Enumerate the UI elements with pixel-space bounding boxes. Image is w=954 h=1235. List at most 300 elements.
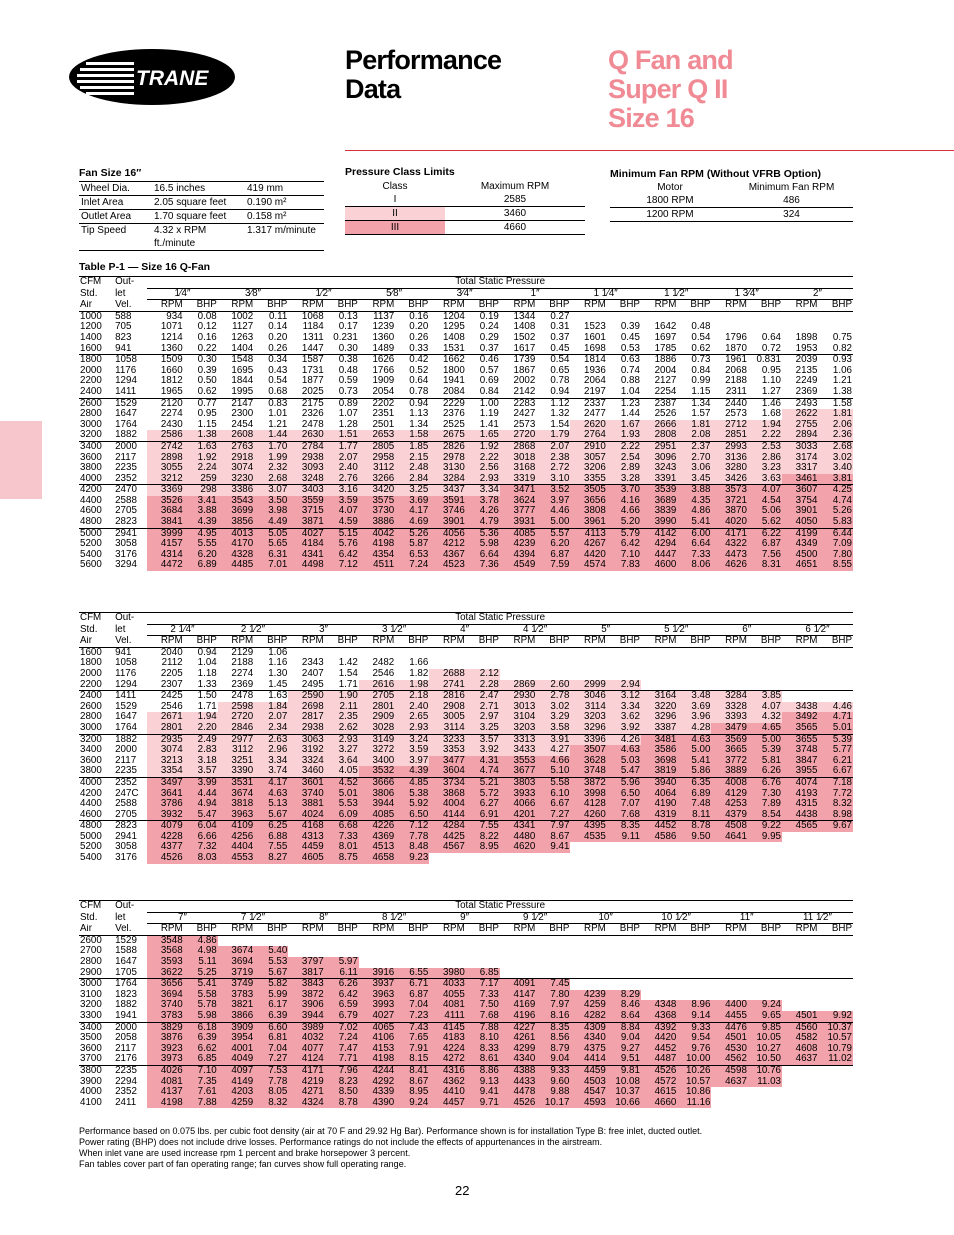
rpm-cell: 4272 bbox=[429, 1054, 465, 1065]
bhp-cell: 1.51 bbox=[325, 430, 359, 441]
rpm-cell: 3230 bbox=[218, 474, 254, 485]
rpm-cell: 4420 bbox=[570, 550, 606, 561]
bhp-cell: 0.13 bbox=[338, 311, 358, 322]
rpm-cell: 3324 bbox=[288, 756, 324, 767]
bhp-cell: 6.35 bbox=[677, 777, 711, 788]
rpm-cell: 4113 bbox=[570, 528, 606, 539]
bhp-cell: 4.32 bbox=[748, 712, 782, 723]
rpm-cell: 3046 bbox=[570, 691, 606, 702]
header-row-1 bbox=[79, 277, 853, 289]
bhp-cell: 0.38 bbox=[325, 355, 359, 366]
bhp-cell bbox=[748, 853, 782, 864]
velocity-cell: 1764 bbox=[115, 722, 137, 733]
rpm-cell bbox=[500, 658, 536, 669]
bhp-cell: 1.71 bbox=[338, 679, 358, 690]
bhp-cell: 1.04 bbox=[620, 386, 640, 397]
rpm-cell: 4620 bbox=[500, 842, 536, 853]
bhp-cell bbox=[818, 853, 853, 864]
rpm-cell: 3989 bbox=[288, 1022, 324, 1033]
rpm-cell: 4480 bbox=[500, 832, 536, 843]
rpm-cell: 4340 bbox=[500, 1054, 536, 1065]
table-row bbox=[79, 376, 853, 387]
bhp-cell bbox=[677, 979, 711, 990]
table-row bbox=[79, 560, 853, 571]
cfm-cell: 3600 bbox=[80, 755, 102, 766]
rpm-header: RPM bbox=[359, 924, 395, 936]
cfm-cell: 2700 bbox=[80, 946, 102, 957]
bhp-cell bbox=[607, 853, 641, 864]
cfm-cell: 3500 bbox=[80, 1033, 102, 1044]
rpm-cell: 1800 bbox=[442, 365, 465, 376]
bhp-cell: 7.68 bbox=[466, 1011, 500, 1022]
bhp-cell: 8.48 bbox=[395, 842, 429, 853]
bhp-header: BHP bbox=[818, 300, 853, 312]
rpm-cell: 4271 bbox=[288, 1087, 324, 1098]
rpm-cell: 4549 bbox=[500, 560, 536, 571]
velocity-cell: 1882 bbox=[115, 430, 137, 441]
rpm-cell bbox=[711, 957, 747, 968]
bhp-cell: 6.88 bbox=[254, 832, 288, 843]
rpm-cell: 4498 bbox=[288, 560, 324, 571]
rpm-cell: 3797 bbox=[288, 957, 324, 968]
rpm-cell: 4375 bbox=[570, 1044, 606, 1055]
bhp-cell bbox=[536, 658, 570, 669]
bhp-cell: 1.12 bbox=[536, 398, 570, 409]
rpm-cell: 1766 bbox=[372, 365, 395, 376]
rpm-cell: 2653 bbox=[359, 430, 395, 441]
bhp-cell: 3.06 bbox=[677, 463, 711, 474]
bhp-cell: 8.95 bbox=[395, 1087, 429, 1098]
bhp-cell: 8.96 bbox=[677, 1000, 711, 1011]
rpm-cell: 1531 bbox=[442, 343, 465, 354]
bhp-cell: 3.97 bbox=[536, 496, 570, 507]
bhp-cell: 2.68 bbox=[254, 474, 288, 485]
bhp-cell: 7.12 bbox=[395, 821, 429, 832]
velocity-cell: 823 bbox=[115, 332, 132, 343]
bhp-cell: 1.21 bbox=[832, 376, 852, 387]
rpm-cell: 4091 bbox=[500, 979, 536, 990]
rpm-cell: 3130 bbox=[429, 463, 465, 474]
rpm-cell: 4414 bbox=[570, 1054, 606, 1065]
rpm-cell: 2147 bbox=[218, 398, 254, 409]
rpm-cell: 3963 bbox=[359, 990, 395, 1001]
rpm-cell: 3355 bbox=[570, 474, 606, 485]
bhp-cell: 5.03 bbox=[607, 756, 641, 767]
bhp-cell: 1.28 bbox=[338, 419, 358, 430]
rpm-cell: 3665 bbox=[711, 745, 747, 756]
bhp-cell: 7.55 bbox=[466, 821, 500, 832]
bhp-cell: 0.88 bbox=[620, 376, 640, 387]
bhp-cell bbox=[818, 946, 853, 957]
rpm-cell: 1408 bbox=[513, 322, 536, 333]
rpm-cell: 3803 bbox=[500, 777, 536, 788]
rpm-cell: 1360 bbox=[160, 343, 183, 354]
rpm-cell: 4369 bbox=[359, 832, 395, 843]
rpm-cell: 3906 bbox=[288, 1000, 324, 1011]
pressure-class-name: I bbox=[345, 193, 445, 207]
rpm-cell: 2616 bbox=[359, 680, 395, 691]
rpm-cell: 2112 bbox=[161, 658, 183, 669]
bhp-cell: 2.38 bbox=[536, 453, 570, 464]
bhp-cell: 6.09 bbox=[325, 810, 359, 821]
bhp-cell: 6.17 bbox=[254, 1000, 288, 1011]
bhp-cell bbox=[748, 322, 782, 333]
bhp-cell: 8.67 bbox=[395, 1077, 429, 1088]
bhp-cell: 7.32 bbox=[184, 842, 218, 853]
rpm-cell: 3505 bbox=[570, 485, 606, 496]
bhp-cell: 1.15 bbox=[197, 419, 217, 430]
rpm-cell: 3868 bbox=[429, 789, 465, 800]
bhp-cell: 4.31 bbox=[466, 756, 500, 767]
pressure-header: 9″ bbox=[429, 912, 500, 924]
rpm-header: RPM bbox=[288, 636, 324, 648]
bhp-cell: 5.11 bbox=[184, 957, 218, 968]
bhp-cell: 2.28 bbox=[466, 680, 500, 691]
velocity-cell: 1411 bbox=[114, 691, 147, 702]
cfm-cell: 2400 bbox=[80, 386, 102, 397]
bhp-cell: 0.57 bbox=[479, 365, 499, 376]
bhp-cell: 1.42 bbox=[338, 658, 358, 669]
rpm-cell: 3684 bbox=[147, 506, 183, 517]
rpm-cell bbox=[782, 957, 818, 968]
bhp-cell: 7.55 bbox=[254, 842, 288, 853]
velocity-cell: 1176 bbox=[115, 668, 137, 679]
bhp-cell: 0.54 bbox=[536, 355, 570, 366]
rpm-cell: 1263 bbox=[231, 332, 254, 343]
rpm-cell: 4379 bbox=[711, 810, 747, 821]
rpm-cell: 3839 bbox=[641, 506, 677, 517]
rpm-cell: 3932 bbox=[147, 810, 183, 821]
cfm-cell: 1000 bbox=[80, 311, 102, 322]
bhp-cell: 0.37 bbox=[479, 343, 499, 354]
bhp-cell: 0.831 bbox=[748, 355, 782, 366]
rpm-cell: 4487 bbox=[641, 1054, 677, 1065]
bhp-cell bbox=[677, 658, 711, 669]
rpm-cell bbox=[641, 990, 677, 1001]
rpm-cell: 2274 bbox=[231, 668, 254, 679]
rpm-cell: 4147 bbox=[500, 990, 536, 1001]
rpm-cell bbox=[429, 853, 465, 864]
rpm-cell bbox=[782, 1065, 818, 1076]
rpm-cell: 2120 bbox=[147, 398, 183, 409]
rpm-cell: 3772 bbox=[711, 756, 747, 767]
bhp-header: BHP bbox=[466, 636, 500, 648]
bhp-cell: 9.33 bbox=[536, 1065, 570, 1076]
rpm-cell: 2720 bbox=[500, 430, 536, 441]
table-row bbox=[79, 311, 853, 322]
rpm-cell bbox=[429, 935, 465, 946]
bhp-cell: 2.76 bbox=[325, 474, 359, 485]
bhp-cell: 1.32 bbox=[550, 409, 570, 420]
rpm-cell: 4658 bbox=[359, 853, 395, 864]
rpm-cell: 3403 bbox=[288, 485, 324, 496]
rpm-cell: 3568 bbox=[147, 946, 183, 957]
rpm-cell: 4228 bbox=[147, 832, 183, 843]
rpm-cell: 3901 bbox=[782, 506, 818, 517]
rpm-cell: 3055 bbox=[147, 463, 183, 474]
rpm-cell bbox=[359, 957, 395, 968]
rpm-cell: 2801 bbox=[359, 702, 395, 713]
cfm-cell: 1400 bbox=[80, 332, 102, 343]
rpm-cell: 4535 bbox=[570, 832, 606, 843]
rpm-cell: 2142 bbox=[513, 386, 536, 397]
cfm-cell: 2200 bbox=[80, 376, 102, 387]
velocity-cell: 2117 bbox=[115, 1043, 137, 1054]
rpm-cell: 3698 bbox=[641, 756, 677, 767]
rpm-cell: 3248 bbox=[288, 474, 324, 485]
bhp-cell: 10.79 bbox=[818, 1044, 853, 1055]
rpm-cell bbox=[641, 957, 677, 968]
bhp-cell: 5.41 bbox=[184, 979, 218, 990]
rpm-cell: 3641 bbox=[147, 789, 183, 800]
rpm-cell: 4452 bbox=[641, 1044, 677, 1055]
rpm-cell: 3746 bbox=[429, 506, 465, 517]
bhp-cell: 6.42 bbox=[325, 550, 359, 561]
bhp-cell: 5.47 bbox=[184, 810, 218, 821]
rpm-cell bbox=[711, 322, 747, 333]
pressure-header: 7″ bbox=[147, 912, 218, 924]
cfm-cell: 3300 bbox=[80, 1010, 102, 1021]
velocity-label: Vel. bbox=[114, 924, 147, 936]
rpm-cell: 1214 bbox=[160, 332, 183, 343]
rpm-header: RPM bbox=[641, 924, 677, 936]
rpm-cell: 4526 bbox=[147, 853, 183, 864]
rpm-cell: 4260 bbox=[570, 810, 606, 821]
bhp-cell bbox=[325, 647, 359, 658]
bhp-cell: 1.44 bbox=[254, 430, 288, 441]
bhp-cell bbox=[677, 669, 711, 680]
rpm-cell: 1404 bbox=[231, 343, 254, 354]
bhp-cell: 8.84 bbox=[607, 1022, 641, 1033]
rpm-cell bbox=[500, 853, 536, 864]
table-row bbox=[79, 409, 853, 420]
bhp-cell: 2.93 bbox=[395, 723, 429, 734]
cfm-cell: 3000 bbox=[79, 979, 114, 990]
rpm-cell: 3624 bbox=[500, 496, 536, 507]
bhp-cell: 10.05 bbox=[748, 1033, 782, 1044]
bhp-header: BHP bbox=[466, 300, 500, 312]
rpm-cell: 2894 bbox=[782, 430, 818, 441]
bhp-cell: 1.21 bbox=[268, 419, 288, 430]
rpm-cell: 4313 bbox=[288, 832, 324, 843]
bhp-cell: 1.94 bbox=[184, 712, 218, 723]
rpm-cell: 1731 bbox=[301, 365, 324, 376]
rpm-cell: 1886 bbox=[641, 355, 677, 366]
bhp-cell: 7.83 bbox=[607, 560, 641, 571]
bhp-cell bbox=[677, 647, 711, 658]
rpm-cell: 4137 bbox=[147, 1087, 183, 1098]
rpm-cell bbox=[359, 647, 395, 658]
footnote: Performance based on 0.075 lbs. per cubic foot density (air at 70 F and 29.92 Hg Bar). Performance shown is for installation Type B: free inlet, ducted outlet. bbox=[79, 1126, 703, 1136]
bhp-cell: 3.69 bbox=[395, 496, 429, 507]
pressure-header: 3⁄4″ bbox=[429, 288, 500, 300]
rpm-cell: 4199 bbox=[782, 528, 818, 539]
rpm-cell: 3818 bbox=[218, 799, 254, 810]
cfm-cell: 4200 bbox=[79, 485, 114, 496]
rpm-cell: 4530 bbox=[711, 1044, 747, 1055]
rpm-cell: 4157 bbox=[147, 539, 183, 550]
rpm-cell: 4641 bbox=[711, 832, 747, 843]
table-row bbox=[79, 766, 853, 777]
table-row bbox=[79, 366, 853, 377]
bhp-cell: 5.05 bbox=[254, 528, 288, 539]
rpm-cell: 3013 bbox=[500, 702, 536, 713]
rpm-cell: 3400 bbox=[359, 756, 395, 767]
bhp-cell: 6.22 bbox=[748, 528, 782, 539]
bhp-cell: 1.54 bbox=[550, 419, 570, 430]
table-row bbox=[79, 528, 853, 539]
table-row bbox=[79, 453, 853, 464]
rpm-cell: 4473 bbox=[711, 550, 747, 561]
rpm-cell: 4593 bbox=[570, 1098, 606, 1109]
rpm-cell: 3591 bbox=[429, 496, 465, 507]
bhp-cell bbox=[536, 853, 570, 864]
bhp-cell bbox=[818, 832, 853, 843]
table-row bbox=[79, 680, 853, 691]
rpm-cell: 4438 bbox=[782, 810, 818, 821]
rpm-cell bbox=[218, 935, 254, 946]
bhp-cell bbox=[748, 1098, 782, 1109]
rpm-cell: 1961 bbox=[711, 355, 747, 366]
velocity-cell: 1647 bbox=[115, 712, 137, 723]
rpm-cell bbox=[429, 647, 465, 658]
bhp-cell: 6.85 bbox=[466, 968, 500, 979]
bhp-cell: 6.91 bbox=[466, 810, 500, 821]
rpm-cell bbox=[782, 935, 818, 946]
bhp-cell: 0.53 bbox=[620, 343, 640, 354]
bhp-cell: 8.22 bbox=[466, 832, 500, 843]
bhp-cell: 8.75 bbox=[325, 853, 359, 864]
rpm-cell: 3573 bbox=[711, 485, 747, 496]
bhp-cell: 3.52 bbox=[536, 485, 570, 496]
rpm-cell: 2764 bbox=[570, 430, 606, 441]
bhp-cell: 5.00 bbox=[677, 745, 711, 756]
bhp-cell: 1.81 bbox=[677, 420, 711, 431]
bhp-cell: 10.57 bbox=[818, 1033, 853, 1044]
bhp-cell: 0.16 bbox=[409, 311, 429, 322]
rpm-cell: 4367 bbox=[429, 550, 465, 561]
bhp-cell: 7.30 bbox=[748, 789, 782, 800]
rpm-cell: 3063 bbox=[288, 734, 324, 745]
rpm-cell: 2808 bbox=[641, 430, 677, 441]
pressure-header: 6″ bbox=[711, 624, 782, 636]
bhp-cell: 6.66 bbox=[184, 832, 218, 843]
table-row bbox=[79, 658, 853, 669]
rpm-cell bbox=[359, 935, 395, 946]
fan-size-cell: 16.5 inches bbox=[154, 183, 206, 194]
bhp-cell bbox=[748, 311, 782, 322]
rpm-cell: 4339 bbox=[359, 1087, 395, 1098]
bhp-cell: 8.56 bbox=[536, 1033, 570, 1044]
rpm-header: RPM bbox=[429, 636, 465, 648]
pressure-class-title: Pressure Class Limits bbox=[345, 166, 455, 178]
rpm-cell: 3477 bbox=[429, 756, 465, 767]
bhp-cell: 5.86 bbox=[677, 766, 711, 777]
rpm-cell: 3808 bbox=[570, 506, 606, 517]
rpm-cell: 3872 bbox=[570, 777, 606, 788]
bhp-cell: 6.59 bbox=[325, 1000, 359, 1011]
bhp-cell: 3.07 bbox=[254, 485, 288, 496]
bhp-cell: 3.23 bbox=[748, 463, 782, 474]
pressure-header: 2 1⁄4″ bbox=[147, 624, 218, 636]
bhp-cell: 8.15 bbox=[395, 1054, 429, 1065]
cfm-cell: 5400 bbox=[80, 549, 102, 560]
bhp-cell: 5.26 bbox=[818, 506, 853, 517]
rpm-cell: 2816 bbox=[429, 691, 465, 702]
bhp-cell: 0.93 bbox=[818, 355, 853, 366]
bhp-cell: 0.78 bbox=[409, 386, 429, 397]
bhp-cell: 1.66 bbox=[409, 658, 429, 669]
bhp-cell: 8.27 bbox=[254, 853, 288, 864]
table-row bbox=[79, 1065, 853, 1076]
bhp-cell bbox=[536, 946, 570, 957]
rpm-cell: 2249 bbox=[795, 376, 818, 387]
table-row bbox=[79, 387, 853, 398]
rpm-cell: 4526 bbox=[500, 1098, 536, 1109]
bhp-cell: 0.39 bbox=[197, 365, 217, 376]
cfm-cell: 3000 bbox=[80, 419, 102, 430]
table-row bbox=[79, 691, 853, 702]
rpm-cell bbox=[500, 647, 536, 658]
bhp-cell: 2.34 bbox=[254, 723, 288, 734]
table-row bbox=[79, 789, 853, 800]
cfm-cell: 4200 bbox=[80, 788, 102, 799]
bhp-cell: 1.67 bbox=[607, 420, 641, 431]
bhp-cell: 0.12 bbox=[197, 322, 217, 333]
rpm-cell: 2040 bbox=[160, 647, 183, 658]
rpm-cell: 3353 bbox=[429, 745, 465, 756]
velocity-label: Vel. bbox=[114, 300, 147, 312]
rpm-cell: 4267 bbox=[570, 539, 606, 550]
bhp-cell: 7.89 bbox=[748, 799, 782, 810]
rpm-header: RPM bbox=[570, 924, 606, 936]
rpm-cell bbox=[711, 946, 747, 957]
bhp-cell: 4.54 bbox=[748, 496, 782, 507]
bhp-cell: 10.57 bbox=[677, 1077, 711, 1088]
rpm-cell bbox=[570, 842, 606, 853]
rpm-cell: 2526 bbox=[654, 409, 677, 420]
bhp-cell: 5.06 bbox=[748, 506, 782, 517]
rpm-cell bbox=[711, 853, 747, 864]
bhp-cell: 2.32 bbox=[254, 463, 288, 474]
total-static-pressure-label: Total Static Pressure bbox=[147, 901, 853, 913]
cfm-cell: 3600 bbox=[80, 452, 102, 463]
rpm-cell: 3748 bbox=[782, 745, 818, 756]
rpm-cell: 4410 bbox=[429, 1087, 465, 1098]
rpm-cell bbox=[641, 979, 677, 990]
rpm-header: RPM bbox=[288, 300, 324, 312]
rpm-cell: 2763 bbox=[218, 441, 254, 452]
bhp-cell: 9.88 bbox=[536, 1087, 570, 1098]
rpm-cell: 4198 bbox=[359, 1054, 395, 1065]
rpm-cell: 3829 bbox=[147, 1022, 183, 1033]
rpm-cell: 2573 bbox=[513, 419, 536, 430]
let-label: let bbox=[115, 912, 126, 923]
velocity-cell: 1411 bbox=[115, 386, 137, 397]
rpm-cell bbox=[782, 1087, 818, 1098]
bhp-cell: 2.06 bbox=[818, 420, 853, 431]
cfm-cell: 3600 bbox=[80, 1043, 102, 1054]
bhp-cell: 3.70 bbox=[607, 485, 641, 496]
bhp-cell: 9.33 bbox=[677, 1022, 711, 1033]
rpm-cell: 4316 bbox=[429, 1065, 465, 1076]
rpm-cell bbox=[711, 669, 747, 680]
rpm-cell: 2801 bbox=[147, 723, 183, 734]
bhp-cell: 5.98 bbox=[466, 539, 500, 550]
bhp-cell: 1.34 bbox=[409, 419, 429, 430]
pressure-class-row bbox=[345, 193, 585, 207]
rpm-cell: 3420 bbox=[359, 485, 395, 496]
